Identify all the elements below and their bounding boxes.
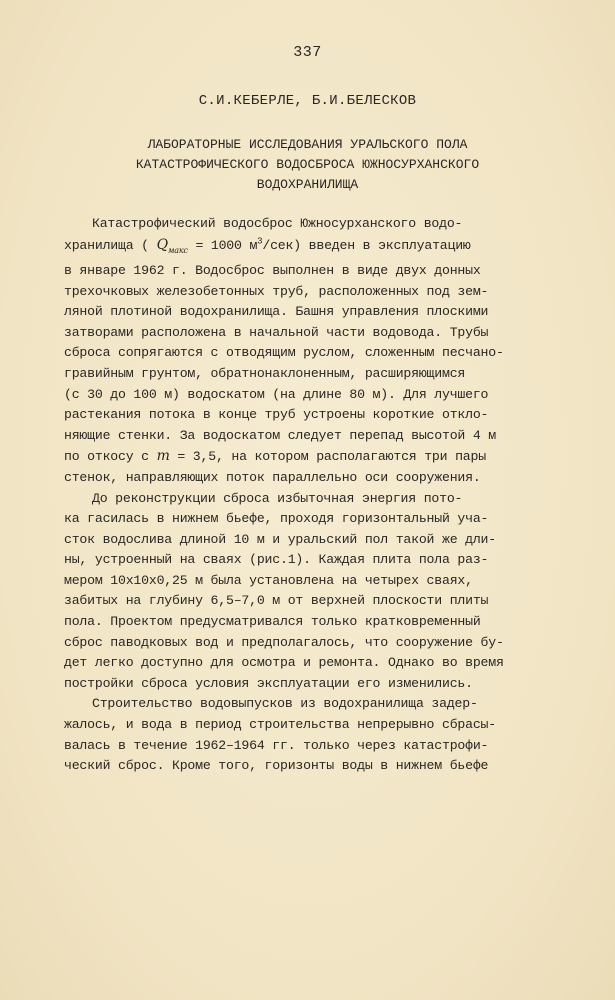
paragraph-line: мером 10х10х0,25 м была установлена на четырех сваях, (64, 572, 473, 588)
paragraph-line: валась в течение 1962–1964 гг. только через катастрофи- (64, 737, 489, 753)
paragraph-line: гравийным грунтом, обратнонаклоненным, расширяющимся (64, 365, 466, 381)
paragraph-line: жалось, и вода в период строительства непрерывно сбрасы- (64, 717, 496, 733)
authors: С.И.КЕБЕРЛЕ, Б.И.БЕЛЕСКОВ (198, 93, 417, 109)
paragraph-line: в январе 1962 г. Водосброс выполнен в виде двух донных (64, 262, 481, 278)
text-fragment: = 3,5, на котором располагаются три пары (169, 449, 486, 465)
paragraph-line: Строительство водовыпусков из водохранилища задер- (92, 696, 478, 712)
body-text (64, 214, 514, 777)
article-title (60, 135, 555, 195)
paragraph-line: растекания потока в конце труб устроены короткие откло- (64, 407, 489, 423)
paragraph-line: трехочковых железобетонных труб, расположенных под зем- (64, 283, 489, 299)
paragraph-line: сброс паводковых вод и предполагалось, что сооружение бу- (64, 634, 504, 650)
page-number: 337 (293, 44, 322, 61)
paragraph-line: ны, устроенный на сваях (рис.1). Каждая плита пола раз- (64, 552, 489, 568)
text-fragment: /сек) введен в эксплуатацию (262, 237, 471, 253)
paragraph-line: стенок, направляющих поток параллельно оси сооружения. (64, 469, 481, 485)
paragraph-line: пола. Проектом предусматривался только кратковременный (64, 614, 481, 630)
text-fragment: хранилища ( (64, 237, 157, 253)
paragraph-line: Катастрофический водосброс Южносурханского водо- (92, 216, 463, 231)
superscript: 3 (257, 236, 263, 247)
paragraph-line: сток водослива длиной 10 м и уральский пол такой же дли- (64, 531, 496, 547)
title-line: ЛАБОРАТОРНЫЕ ИССЛЕДОВАНИЯ УРАЛЬСКОГО ПОЛА (147, 137, 468, 152)
text-fragment: = 1000 м (187, 237, 258, 253)
discharge-symbol (157, 237, 188, 253)
paragraph-line: (с 30 до 100 м) водоскатом (на длине 80 м). Для лучшего (64, 386, 489, 402)
paragraph-line: ляной плотиной водохранилища. Башня управления плоскими (64, 304, 489, 320)
paragraph-line: сброса сопрягаются с отводящим руслом, сложенным песчано- (64, 345, 504, 361)
paragraph-line: постройки сброса условия эксплуатации его изменились. (64, 675, 473, 691)
paragraph-line: дет легко доступно для осмотра и ремонта. Однако во время (64, 655, 504, 671)
paragraph-line: До реконструкции сброса избыточная энергия пото- (92, 490, 463, 506)
formula-subscript: макс (167, 245, 188, 255)
title-line: КАТАСТРОФИЧЕСКОГО ВОДОСБРОСА ЮЖНОСУРХАНСКОГО (135, 157, 480, 172)
title-line: ВОДОХРАНИЛИЩА (256, 177, 359, 192)
paragraph-line: ка гасилась в нижнем бьефе, проходя горизонтальный уча- (64, 511, 489, 527)
paragraph-line-formula (64, 235, 514, 261)
formula-symbol: Q (156, 236, 168, 253)
text-fragment: по откосу с (64, 449, 157, 465)
slope-symbol: m (156, 448, 170, 465)
paragraph-line: няющие стенки. За водоскатом следует перепад высотой 4 м (64, 427, 496, 443)
paragraph-line-formula (64, 446, 514, 468)
paragraph-line: ческий сброс. Кроме того, горизонты воды в нижнем бьефе (64, 758, 489, 774)
paragraph-line: затворами расположена в начальной части водовода. Трубы (64, 324, 489, 340)
paragraph-line: забитых на глубину 6,5–7,0 м от верхней плоскости плиты (64, 593, 489, 609)
